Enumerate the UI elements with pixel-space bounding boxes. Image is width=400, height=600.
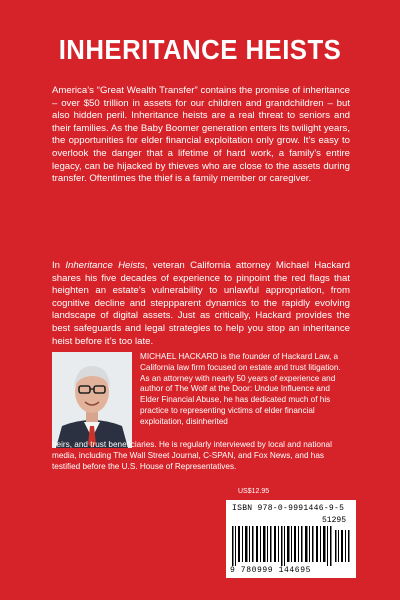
description-paragraph-2 — [52, 260, 350, 348]
book-title: INHERITANCE HEISTS — [58, 34, 342, 65]
author-bio-bottom: heirs, and trust beneficiaries. He is regularly interviewed by local and national media, including The Wall Street Journal, C-SPAN, and Fox News, and has testified before the U.S. House of Representatives. — [52, 440, 332, 471]
isbn-text: ISBN 978-0-9991446-9-5 — [232, 504, 345, 513]
addon-code: 51295 — [322, 516, 347, 525]
barcode — [226, 500, 356, 578]
author-photo — [52, 352, 132, 448]
author-portrait-illustration — [52, 352, 132, 448]
paragraph-rest: , veteran California attorney Michael Hackard shares his five decades of experience to pinpoint the red flags that heighten an estate’s vulnerability to unlawful appropriation, from cognitive decline and steppparent dynamics to the rapidly evolving landscape of digital assets. Just as critically, Hackard provides the best safeguards and legal strategies to help you stop an inheritance heist before it’s too late. — [52, 260, 351, 347]
description-paragraph-1: America’s “Great Wealth Transfer” contains the promise of inheritance – over $50 trillion in assets for our children and grandchildren – but also hidden peril. Inheritance heists are a real threat to seniors and their families. As the Baby Boomer generation enters its twilight years, the opportunities for elder financial exploitation only grow. It’s easy to overlook the danger that a lifetime of hard work, a family’s entire legacy, can be hijacked by thieves who are close to the assets during transfer. Oftentimes the thief is a family member or caregiver. — [52, 85, 350, 185]
barcode-bars-icon — [232, 526, 350, 566]
barcode-digits: 9 780999 144695 — [230, 566, 312, 575]
inline-book-title: Inheritance Heists — [65, 260, 145, 271]
price-label: US$12.95 — [238, 488, 270, 495]
author-bio-top: MICHAEL HACKARD is the founder of Hackard Law, a California law firm focused on estate and trust litigation. As an attorney with nearly 50 years of experience and author of The Wolf at the Door: Undue Influence and Elder Financial Abuse, he has dedicated much of his practice to representing victims of elder financial exploitation, disinherited — [140, 352, 341, 426]
paragraph-prefix: In — [52, 260, 66, 271]
